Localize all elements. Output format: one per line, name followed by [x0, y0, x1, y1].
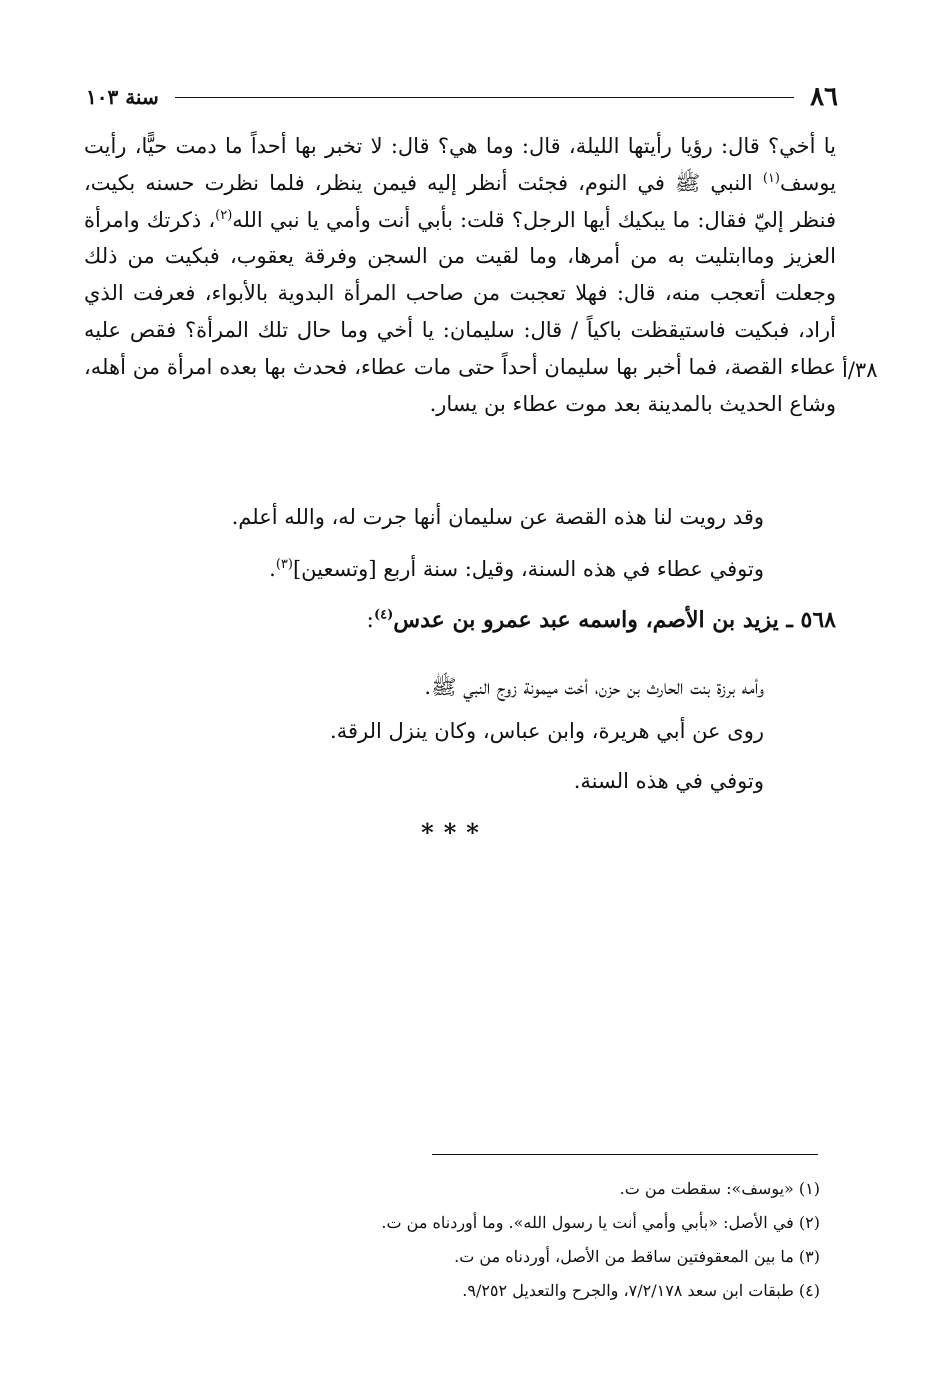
footnote-rule — [432, 1154, 818, 1155]
paragraph-part-3: ، ذكرتك وامرأة العزيز وماابتليت به من أمرها، وما لقيت من السجن وفرقة يعقوب، فبكيت من ذلك وجعلت أتعجب منه، قال: فهلا تعجبت من صاحب المرأة البدوية بالأبواء، فعرفت الذي أراد، فبكيت فاستيقظت باكياً / قال: سليمان: يا أخي وما حال تلك المرأة؟ فقص عليه عطاء القصة، فما أخبر بها سليمان أحداً حتى مات عطاء، فحدث بها بعده امرأة من أهله، وشاع الحديث بالمدينة بعد موت عطاء بن يسار. — [84, 207, 836, 416]
entry-colon: : — [366, 608, 374, 633]
paragraph-part-2: النبي ﷺ في النوم، فجئت أنظر إليه فيمن ينظر، فلما نظرت حسنه بكيت، فنظر إليّ فقال: ما يبكيك أيها الرجل؟ قلت: بأبي أنت وأمي يا نبي الله — [84, 170, 836, 232]
footnote-ref-3: (٣) — [275, 557, 293, 572]
death-year-end: . — [269, 557, 276, 581]
footnote-3: (٣) ما بين المعقوفتين ساقط من الأصل، أوردناه من ت. — [454, 1247, 820, 1266]
death-year-text: وتوفي عطاء في هذه السنة، وقيل: سنة أربع [وتسعين] — [292, 557, 764, 581]
footnotes — [200, 1172, 820, 1308]
paragraph-part-1: يا أخي؟ قال: رؤيا رأيتها الليلة، قال: وما هي؟ قال: لا تخبر بها أحداً ما دمت حيًّا، رأيت يوسف — [84, 134, 836, 195]
narration-line: وقد رويت لنا هذه القصة عن سليمان أنها جرت له، والله أعلم. — [231, 505, 764, 529]
entry-line-died: وتوفي في هذه السنة. — [573, 769, 764, 793]
section-separator: *** — [421, 818, 489, 847]
footnote-2: (٢) في الأصل: «بأبي وأمي أنت يا رسول الله». وما أوردناه من ت. — [381, 1213, 820, 1232]
year-title: سنة ١٠٣ — [86, 85, 159, 109]
main-paragraph — [84, 128, 836, 422]
footnote-ref-4: (٤) — [373, 607, 394, 623]
manuscript-folio-ref: ٣٨/أ — [842, 358, 878, 382]
header-rule — [175, 97, 794, 98]
biography-entry-heading — [300, 603, 836, 638]
footnote-ref-2: (٢) — [215, 207, 233, 223]
footnote-ref-1: (١) — [762, 170, 780, 186]
entry-line-mother: وأمه برزة بنت الحارث بن حزن، أخت ميمونة زوج النبي ﷺ. — [424, 675, 764, 699]
footnote-1: (١) «يوسف»: سقطت من ت. — [619, 1179, 820, 1198]
running-header — [86, 82, 838, 112]
entry-line-narrated: روى عن أبي هريرة، وابن عباس، وكان ينزل الرقة. — [330, 719, 764, 743]
page-number: ٨٦ — [810, 82, 838, 112]
death-year-line — [150, 552, 764, 586]
footnote-4: (٤) طبقات ابن سعد ٧/٢/١٧٨، والجرح والتعديل ٩/٢٥٢. — [462, 1281, 820, 1300]
entry-title: ٥٦٨ ـ يزيد بن الأصم، واسمه عبد عمرو بن عدس — [393, 607, 836, 633]
